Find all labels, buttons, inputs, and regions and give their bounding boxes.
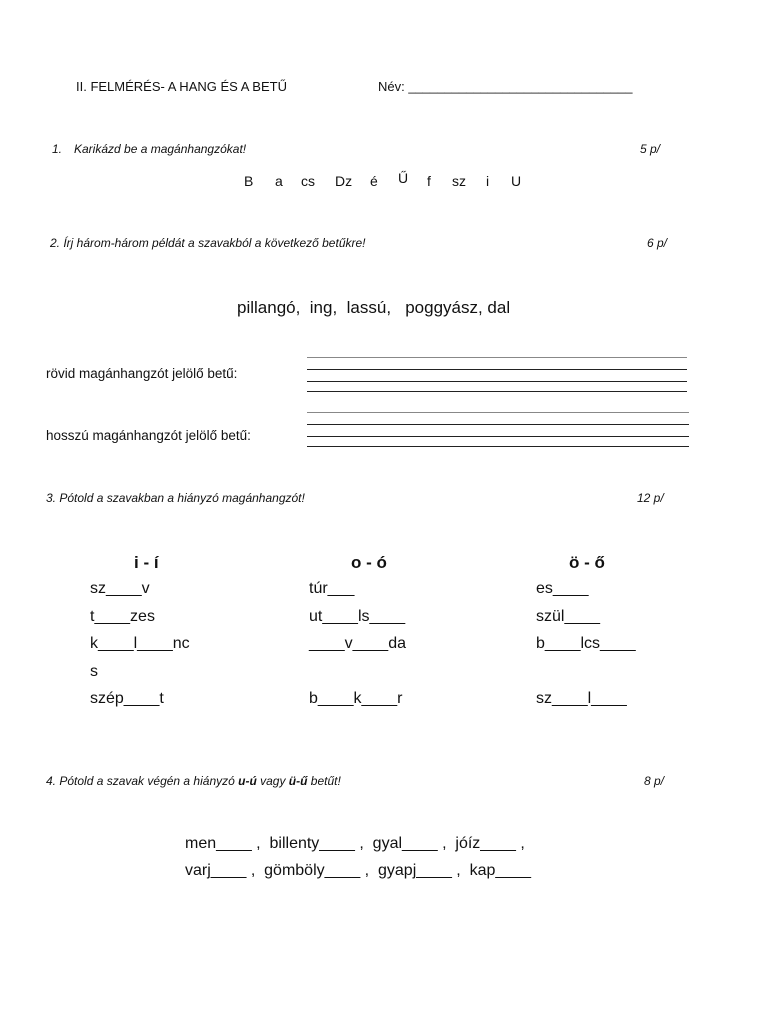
task4-instruction: [46, 774, 341, 788]
task2-word-list: pillangó, ing, lassú, poggyász, dal: [237, 298, 511, 317]
letter-item[interactable]: a: [275, 173, 283, 189]
answer-line[interactable]: [307, 357, 687, 358]
fill-word[interactable]: sz____v: [90, 580, 150, 597]
letter-item[interactable]: f: [427, 173, 431, 189]
letter-item[interactable]: i: [486, 173, 490, 189]
answer-line[interactable]: [307, 446, 689, 447]
task4-instruction-mid: vagy: [256, 774, 289, 788]
fill-word[interactable]: szép____t: [90, 690, 164, 707]
column-header-o: o - ó: [351, 553, 387, 572]
answer-line[interactable]: [307, 412, 689, 413]
fill-word[interactable]: b____k____r: [309, 690, 403, 707]
task4-instruction-suffix: betűt!: [307, 774, 341, 788]
fill-word[interactable]: es____: [536, 580, 589, 597]
task3-instruction: 3. Pótold a szavakban a hiányzó magánhangzót!: [46, 491, 305, 505]
task2-points: 6 p/: [647, 236, 668, 250]
fill-word[interactable]: t____zes: [90, 608, 155, 625]
task4-letter-pair-u: u-ú: [238, 774, 257, 788]
fill-word[interactable]: sz____l____: [536, 690, 627, 707]
fill-line-1[interactable]: men____ , billenty____ , gyal____ , jóíz____ ,: [185, 835, 525, 852]
letter-item[interactable]: B: [244, 173, 254, 189]
task1-points: 5 p/: [640, 142, 661, 156]
answer-line[interactable]: [307, 424, 689, 425]
letter-item[interactable]: Ű: [398, 170, 409, 186]
fill-word[interactable]: k____l____nc: [90, 635, 190, 652]
fill-word[interactable]: b____lcs____: [536, 635, 636, 652]
column-header-oe: ö - ő: [569, 553, 605, 572]
fill-word[interactable]: ____v____da: [309, 635, 406, 652]
task4-letter-pair-ue: ü-ű: [288, 774, 308, 788]
long-vowel-label: hosszú magánhangzót jelölő betű:: [46, 428, 251, 443]
column-header-i: i - í: [134, 553, 159, 572]
task4-points: 8 p/: [644, 774, 665, 788]
answer-line[interactable]: [307, 369, 687, 370]
task4-instruction-prefix: 4. Pótold a szavak végén a hiányzó: [46, 774, 239, 788]
answer-line[interactable]: [307, 381, 687, 382]
short-vowel-label: rövid magánhangzót jelölő betű:: [46, 366, 238, 381]
fill-word[interactable]: s: [90, 663, 98, 680]
letter-item[interactable]: sz: [452, 173, 466, 189]
answer-line[interactable]: [307, 436, 689, 437]
name-field[interactable]: Név: _______________________________: [378, 79, 633, 94]
task1-number: 1.: [52, 142, 63, 156]
answer-line[interactable]: [307, 391, 687, 392]
letter-item[interactable]: U: [511, 173, 522, 189]
fill-line-2[interactable]: varj____ , gömböly____ , gyapj____ , kap____: [185, 862, 532, 879]
page-title: II. FELMÉRÉS- A HANG ÉS A BETŰ: [76, 79, 287, 94]
task2-instruction: 2. Írj három-három példát a szavakból a következő betűkre!: [50, 236, 366, 250]
task1-instruction: Karikázd be a magánhangzókat!: [74, 142, 247, 156]
letter-item[interactable]: é: [370, 173, 378, 189]
fill-word[interactable]: ut____ls____: [309, 608, 406, 625]
letter-item[interactable]: Dz: [335, 173, 353, 189]
letter-item[interactable]: cs: [301, 173, 315, 189]
fill-word[interactable]: szül____: [536, 608, 601, 625]
task3-points: 12 p/: [637, 491, 664, 505]
fill-word[interactable]: túr___: [309, 580, 355, 597]
